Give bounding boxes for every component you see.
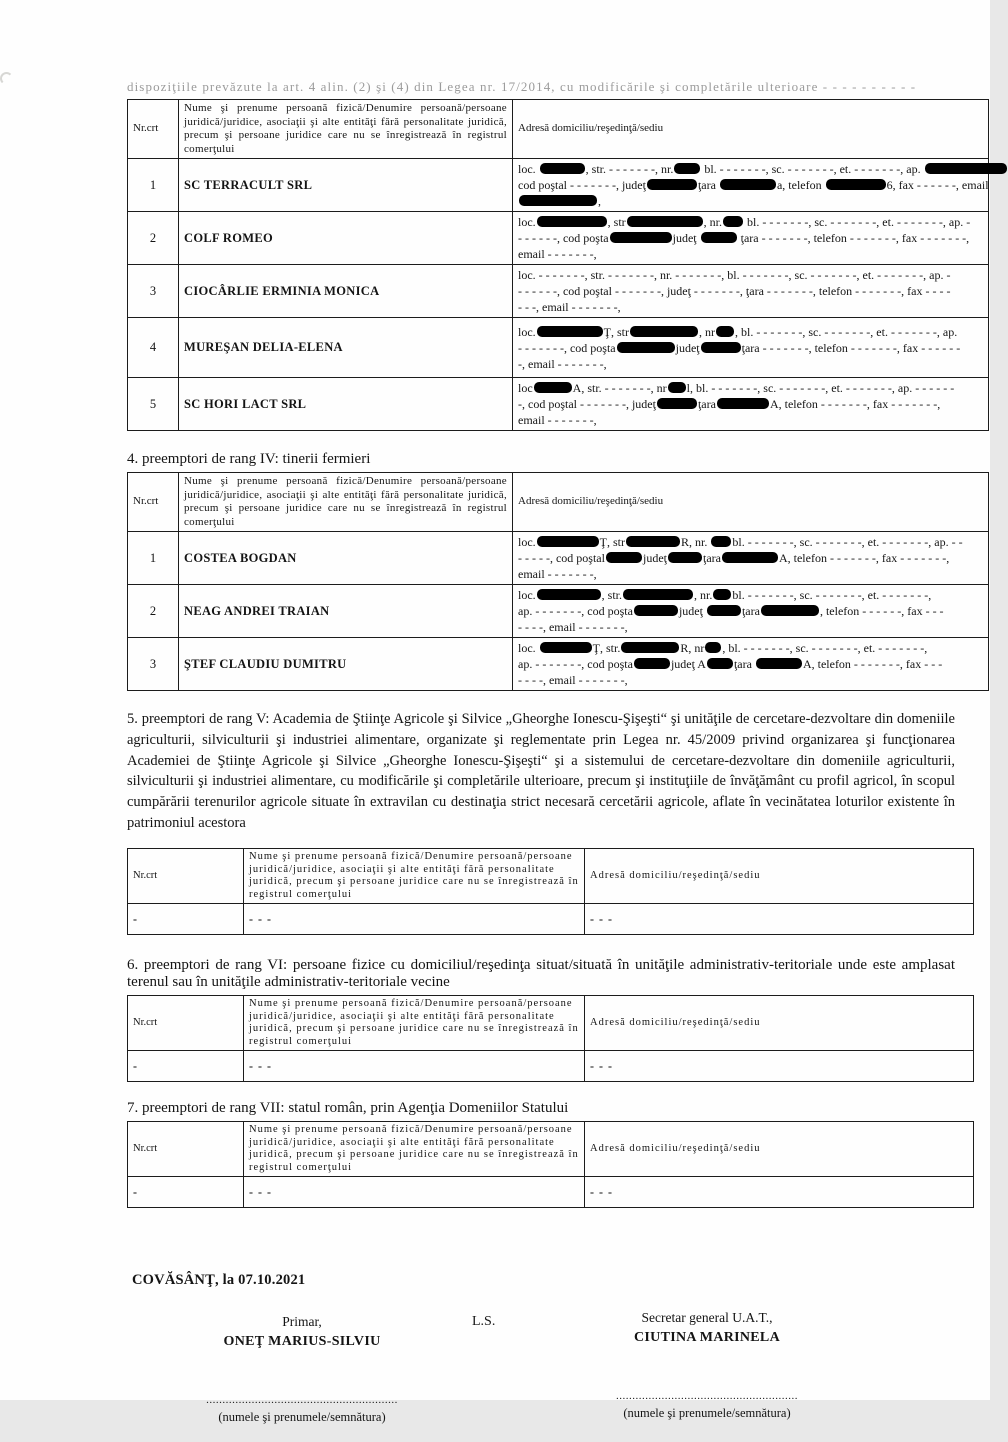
address-cell bbox=[513, 638, 989, 691]
address-line: - - - - - - -, cod poşta judeţ ţara - - - - - - -, telefon - - - - - - -, fax - - - - - - bbox=[518, 340, 961, 355]
section-4-heading: 4. preemptori de rang IV: tinerii fermieri bbox=[127, 451, 371, 467]
redaction-bar bbox=[925, 163, 1007, 174]
name-cell: - - - bbox=[244, 904, 585, 935]
signature-dotted-line-left: ........................................................... bbox=[206, 1394, 398, 1407]
redaction-bar bbox=[537, 326, 603, 337]
table-row bbox=[128, 318, 989, 378]
address-line: - - -, email - - - - - - -, bbox=[518, 300, 621, 314]
address-line: ap. - - - - - - -, cod poşta judeţ ţara , telefon - - - - - -, fax - - - bbox=[518, 604, 944, 618]
redaction-bar bbox=[707, 605, 741, 616]
redaction-bar bbox=[705, 642, 721, 653]
address-line: email - - - - - - -, bbox=[518, 413, 597, 427]
redaction-bar bbox=[606, 552, 642, 563]
secretar-role-label: Secretar general U.A.T., bbox=[641, 1310, 773, 1326]
column-header-nr: Nr.crt bbox=[128, 100, 179, 159]
redaction-bar bbox=[540, 642, 592, 653]
name-cell: CIOCÂRLIE ERMINIA MONICA bbox=[179, 265, 513, 318]
redaction-bar bbox=[723, 216, 743, 227]
redaction-bar bbox=[627, 216, 703, 227]
address-line: loc. Ţ, str R, nr. bl. - - - - - - -, sc. - - - - - - -, et. - - - - - - -, ap. - - bbox=[518, 535, 963, 549]
empty-table-rang6 bbox=[127, 995, 974, 1082]
column-header-name: Nume şi prenume persoană fizică/Denumire persoană/persoane juridică/juridice, asociaţii şi alte entităţi fără personalitate juridică, precum şi persoane juridice care nu se înregistrează în registrul comerţului bbox=[179, 473, 513, 532]
preemptors-table-rang3 bbox=[127, 99, 989, 431]
redaction-bar bbox=[716, 326, 734, 337]
ls-label: L.S. bbox=[472, 1314, 496, 1330]
secretar-name: CIUTINA MARINELA bbox=[634, 1330, 780, 1346]
table-header-row bbox=[128, 996, 974, 1051]
address-cell: - - - bbox=[585, 904, 974, 935]
redaction-bar bbox=[537, 536, 599, 547]
address-cell bbox=[513, 585, 989, 638]
redaction-bar bbox=[534, 382, 572, 393]
address-cell bbox=[513, 265, 989, 318]
signature-dotted-line-right: ........................................................ bbox=[616, 1390, 798, 1403]
signature-block bbox=[127, 1272, 955, 1442]
redaction-bar bbox=[617, 342, 675, 353]
table-row bbox=[128, 212, 989, 265]
redaction-bar bbox=[537, 216, 607, 227]
redaction-bar bbox=[623, 589, 693, 600]
section-6-heading: 6. preemptori de rang VI: persoane fizice cu domiciliul/reşedinţa situat/situată în unităţile administrativ-teritoriale unde este amplasat terenul sau în unităţile administrativ-teritoriale vecine bbox=[127, 957, 955, 991]
redaction-bar bbox=[756, 658, 802, 669]
top-cut-line bbox=[127, 79, 955, 94]
address-cell bbox=[513, 318, 989, 378]
signature-right bbox=[572, 1310, 842, 1421]
address-line: loc. , str. - - - - - - -, nr. bl. - - - - - - -, sc. - - - - - - -, et. - - - - - - -, ap. bbox=[518, 161, 983, 177]
name-cell: COSTEA BOGDAN bbox=[179, 532, 513, 585]
row-number-cell: 1 bbox=[128, 159, 179, 212]
table-header-row bbox=[128, 1122, 974, 1177]
redaction-bar bbox=[674, 163, 700, 174]
name-cell: MUREŞAN DELIA-ELENA bbox=[179, 318, 513, 378]
column-header-nr: Nr.crt bbox=[128, 996, 244, 1051]
section-7-heading: 7. preemptori de rang VII: statul român, prin Agenţia Domeniilor Statului bbox=[127, 1100, 569, 1117]
redaction-bar bbox=[701, 342, 741, 353]
name-cell: - - - bbox=[244, 1051, 585, 1082]
redaction-bar bbox=[519, 195, 597, 206]
redaction-bar bbox=[701, 232, 737, 243]
row-number-cell: 2 bbox=[128, 212, 179, 265]
redaction-bar bbox=[713, 589, 731, 600]
column-header-nr: Nr.crt bbox=[128, 473, 179, 532]
row-number-cell: - bbox=[128, 904, 244, 935]
scan-artifact bbox=[0, 72, 13, 85]
column-header-name: Nume şi prenume persoană fizică/Denumire persoană/persoane juridică/juridice, asociaţii şi alte entităţi fără personalitate juridică, precum şi persoane juridice care nu se înregistrează în registrul comerţului bbox=[244, 849, 585, 904]
column-header-nr: Nr.crt bbox=[128, 849, 244, 904]
table-header-row bbox=[128, 100, 989, 159]
column-header-address: Adresă domiciliu/reşedinţă/sediu bbox=[513, 100, 989, 159]
redaction-bar bbox=[720, 179, 776, 190]
column-header-name: Nume şi prenume persoană fizică/Denumire persoană/persoane juridică/juridice, asociaţii şi alte entităţi fără personalitate juridică, precum şi persoane juridice care nu se înregistrează în registrul comerţului bbox=[244, 996, 585, 1051]
column-header-name: Nume şi prenume persoană fizică/Denumire persoană/persoane juridică/juridice, asociaţii şi alte entităţi fără personalitate juridică, precum şi persoane juridice care nu se înregistrează în registrul comerţului bbox=[179, 100, 513, 159]
name-cell: SC HORI LACT SRL bbox=[179, 378, 513, 431]
table-row bbox=[128, 585, 989, 638]
row-number-cell: 1 bbox=[128, 532, 179, 585]
table-header-row bbox=[128, 473, 989, 532]
redaction-bar bbox=[540, 163, 585, 174]
address-cell bbox=[513, 532, 989, 585]
address-line: , bbox=[518, 193, 983, 209]
signature-left bbox=[177, 1314, 427, 1425]
address-line: - - - - -, cod poştal judeţ ţara A, telefon - - - - - - -, fax - - - - - - -, bbox=[518, 551, 950, 565]
address-cell: - - - bbox=[585, 1177, 974, 1208]
column-header-address: Adresă domiciliu/reşedinţă/sediu bbox=[585, 996, 974, 1051]
row-number-cell: 2 bbox=[128, 585, 179, 638]
empty-table-row bbox=[128, 1051, 974, 1082]
row-number-cell: 3 bbox=[128, 265, 179, 318]
redaction-bar bbox=[647, 179, 697, 190]
redaction-bar bbox=[826, 179, 886, 190]
address-cell bbox=[513, 212, 989, 265]
address-cell: - - - bbox=[585, 1051, 974, 1082]
row-number-cell: 4 bbox=[128, 318, 179, 378]
redaction-bar bbox=[668, 382, 686, 393]
name-cell: - - - bbox=[244, 1177, 585, 1208]
address-line: loc. Ţ, str , nr , bl. - - - - - - -, sc. - - - - - - -, et. - - - - - - -, ap. bbox=[518, 324, 958, 339]
primar-name: ONEŢ MARIUS-SILVIU bbox=[223, 1334, 381, 1350]
address-line: -, email - - - - - - -, bbox=[518, 356, 607, 371]
section-5-paragraph: 5. preemptori de rang V: Academia de Ştiinţe Agricole şi Silvice „Gheorghe Ionescu-Şişeşti“ şi unităţile de cercetare-dezvoltare din domeniile agriculturii, silviculturii şi industriei alimentare, organizate şi reglementate prin Legea nr. 45/2009 privind organizarea şi funcţionarea Academiei de Ştiinţe Agricole şi Silvice „Gheorghe Ionescu-Şişeşti“ şi a sistemului de cercetare-dezvoltare din domeniile agriculturii, silviculturii şi industriei alimentare, cu modificările şi completările ulterioare, precum şi instituţiile de învăţământ cu profil agricol, în scopul cumpărării terenurilor agricole situate în extravilan cu destinaţia strict necesară cercetării agricole, aflate în vecinătatea loturilor existente în patrimoniul acestora bbox=[127, 711, 955, 831]
place-date: COVĂSÂNŢ, la 07.10.2021 bbox=[132, 1272, 306, 1289]
table-row bbox=[128, 159, 989, 212]
row-number-cell: - bbox=[128, 1051, 244, 1082]
address-line: - - - - - -, cod poşta judeţ ţara - - - - - - -, telefon - - - - - - -, fax - - - - - - -, bbox=[518, 231, 970, 245]
redaction-bar bbox=[668, 552, 702, 563]
address-line: - - - - - -, cod poştal - - - - - - -, judeţ - - - - - - -, ţara - - - - - - -, telefon - - - - - - -, fax - - - - bbox=[518, 284, 951, 298]
address-line: loc. , str , nr. bl. - - - - - - -, sc. - - - - - - -, et. - - - - - - -, ap. - bbox=[518, 215, 971, 229]
redaction-bar bbox=[630, 326, 698, 337]
table-row bbox=[128, 265, 989, 318]
redaction-bar bbox=[761, 605, 819, 616]
address-cell bbox=[513, 378, 989, 431]
redaction-bar bbox=[634, 658, 670, 669]
document-content bbox=[127, 0, 989, 1442]
redaction-bar bbox=[621, 642, 679, 653]
table-row bbox=[128, 638, 989, 691]
table-row bbox=[128, 378, 989, 431]
address-line: loc. Ţ, str. R, nr , bl. - - - - - - -, sc. - - - - - - -, et. - - - - - - -, bbox=[518, 641, 928, 655]
redaction-bar bbox=[722, 552, 778, 563]
redaction-bar bbox=[707, 658, 733, 669]
address-line: cod poştal - - - - - - -, judeţ ţara a, telefon 6, fax - - - - - -, email bbox=[518, 178, 989, 192]
name-cell: COLF ROMEO bbox=[179, 212, 513, 265]
address-line: loc. , str. , nr. bl. - - - - - - -, sc. - - - - - - -, et. - - - - - - -, bbox=[518, 588, 932, 602]
address-line: - - - -, email - - - - - - -, bbox=[518, 673, 628, 687]
address-line: email - - - - - - -, bbox=[518, 567, 597, 581]
column-header-address: Adresă domiciliu/reşedinţă/sediu bbox=[585, 1122, 974, 1177]
address-line: - - - -, email - - - - - - -, bbox=[518, 620, 628, 634]
address-line: email - - - - - - -, bbox=[518, 247, 597, 261]
redaction-bar bbox=[537, 589, 601, 600]
column-header-nr: Nr.crt bbox=[128, 1122, 244, 1177]
empty-table-rang7 bbox=[127, 1121, 974, 1208]
column-header-address: Adresă domiciliu/reşedinţă/sediu bbox=[513, 473, 989, 532]
redaction-bar bbox=[610, 232, 672, 243]
address-line: -, cod poştal - - - - - - -, judeţ ţara A, telefon - - - - - - -, fax - - - - - - -, bbox=[518, 397, 941, 411]
redaction-bar bbox=[717, 398, 769, 409]
column-header-address: Adresă domiciliu/reşedinţă/sediu bbox=[585, 849, 974, 904]
address-line: ap. - - - - - - -, cod poşta judeţ A ţara A, telefon - - - - - - -, fax - - - bbox=[518, 657, 943, 671]
signature-caption-right: (numele şi prenumele/semnătura) bbox=[623, 1406, 791, 1421]
preemptors-table-rang4 bbox=[127, 472, 989, 691]
row-number-cell: 3 bbox=[128, 638, 179, 691]
table-row bbox=[128, 532, 989, 585]
name-cell: ŞTEF CLAUDIU DUMITRU bbox=[179, 638, 513, 691]
address-line: loc. - - - - - - -, str. - - - - - - -, nr. - - - - - - -, bl. - - - - - - -, sc. - - - - - - -, et. - - - - - - -, ap. - bbox=[518, 268, 951, 282]
empty-table-row bbox=[128, 1177, 974, 1208]
empty-table-rang5 bbox=[127, 848, 974, 935]
empty-table-row bbox=[128, 904, 974, 935]
name-cell: SC TERRACULT SRL bbox=[179, 159, 513, 212]
top-cut-line-text: dispoziţiile prevăzute la art. 4 alin. (2) şi (4) din Legea nr. 17/2014, cu modificările şi completările ulterioare - - - - - - - - - - bbox=[127, 79, 917, 94]
row-number-cell: 5 bbox=[128, 378, 179, 431]
redaction-bar bbox=[657, 398, 697, 409]
row-number-cell: - bbox=[128, 1177, 244, 1208]
name-cell: NEAG ANDREI TRAIAN bbox=[179, 585, 513, 638]
redaction-bar bbox=[711, 536, 731, 547]
column-header-name: Nume şi prenume persoană fizică/Denumire persoană/persoane juridică/juridice, asociaţii şi alte entităţi fără personalitate juridică, precum şi persoane juridice care nu se înregistrează în registrul comerţului bbox=[244, 1122, 585, 1177]
address-line: loc A, str. - - - - - - -, nr l, bl. - - - - - - -, sc. - - - - - - -, et. - - - - - - -, ap. - - - - - - bbox=[518, 381, 955, 395]
address-cell bbox=[513, 159, 989, 212]
redaction-bar bbox=[634, 605, 678, 616]
redaction-bar bbox=[626, 536, 680, 547]
primar-role-label: Primar, bbox=[282, 1314, 322, 1330]
table-header-row bbox=[128, 849, 974, 904]
signature-caption-left: (numele şi prenumele/semnătura) bbox=[218, 1410, 386, 1425]
